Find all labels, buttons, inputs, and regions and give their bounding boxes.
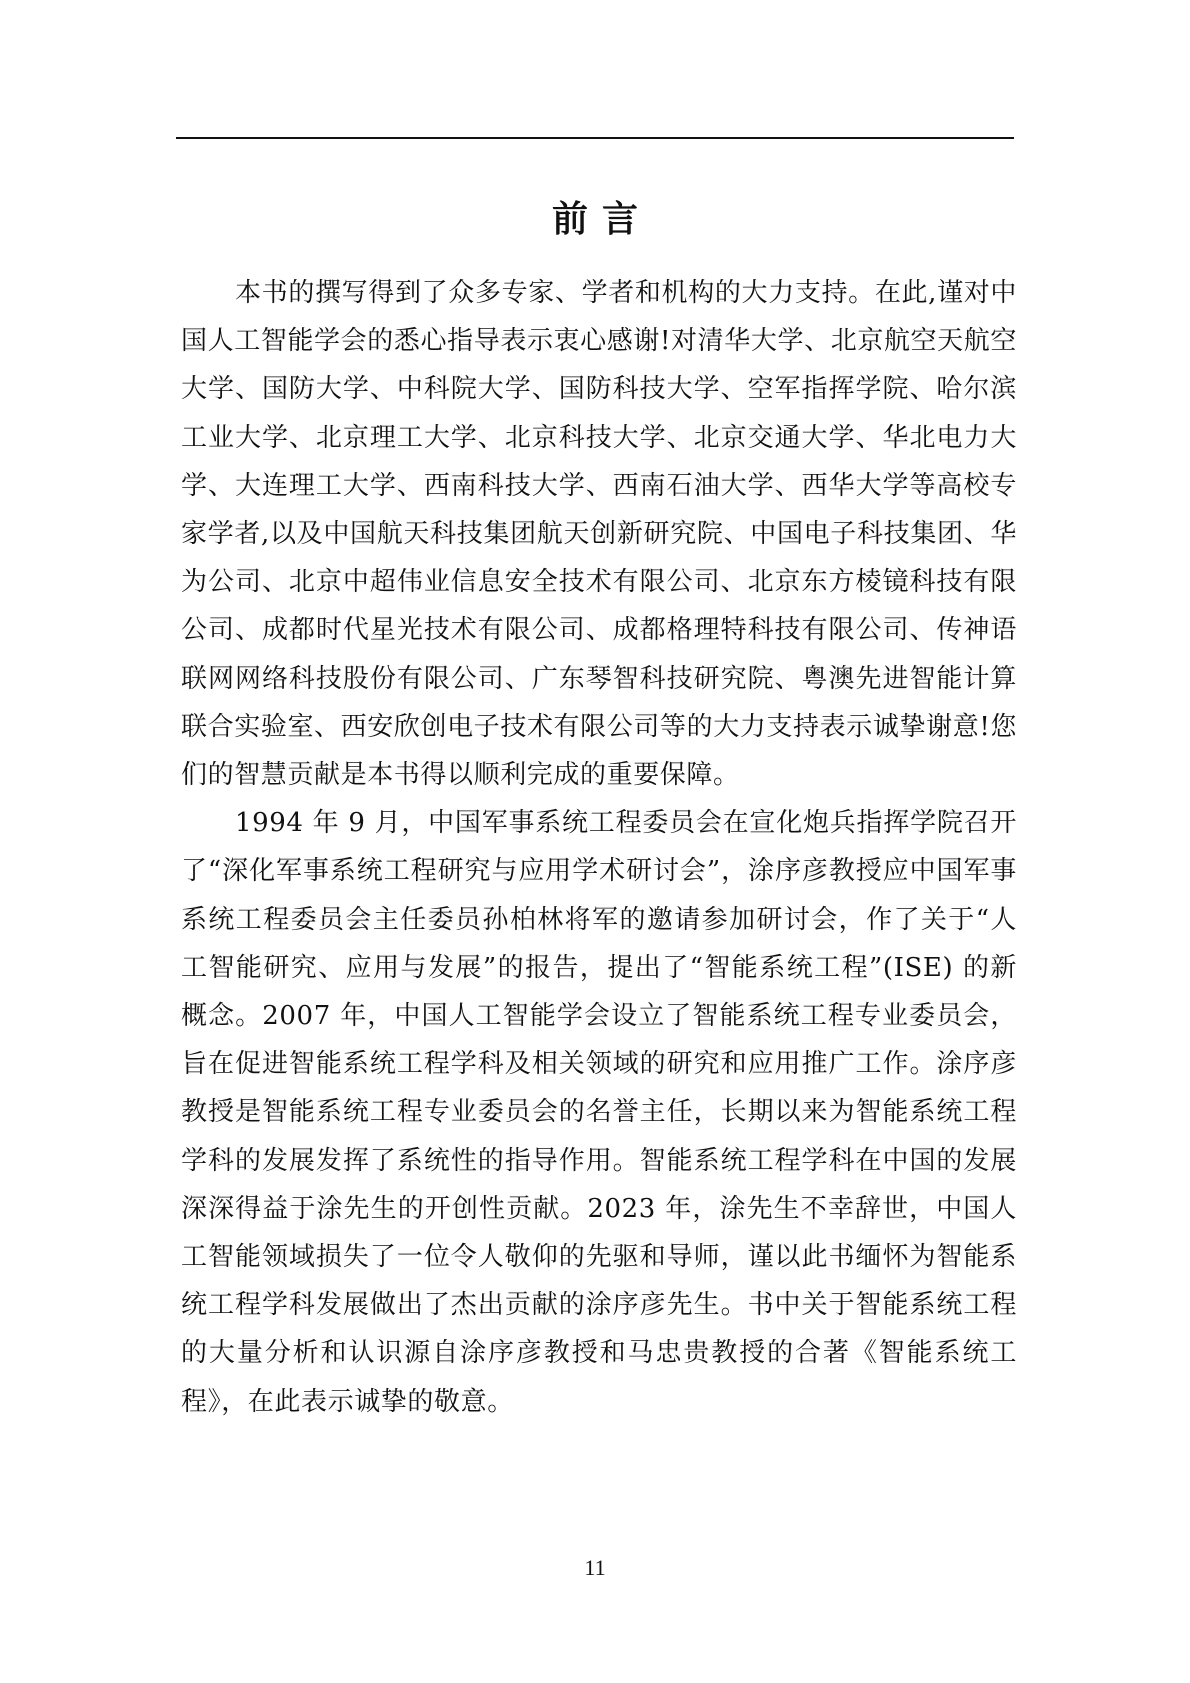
page-title: 前言: [551, 199, 652, 240]
body-text: [181, 269, 1017, 1426]
paragraph-acknowledgements: 本书的撰写得到了众多专家、学者和机构的大力支持。在此,谨对中国人工智能学会的悉心指导表示衷心感谢!对清华大学、北京航空天航空大学、国防大学、中科院大学、国防科技大学、空军指挥学院、哈尔滨工业大学、北京理工大学、北京科技大学、北京交通大学、华北电力大学、大连理工大学、西南科技大学、西南石油大学、西华大学等高校专家学者,以及中国航天科技集团航天创新研究院、中国电子科技集团、华为公司、北京中超伟业信息安全技术有限公司、北京东方棱镜科技有限公司、成都时代星光技术有限公司、成都格理特科技有限公司、传神语联网网络科技股份有限公司、广东琴智科技研究院、粤澳先进智能计算联合实验室、西安欣创电子技术有限公司等的大力支持表示诚挚谢意!您们的智慧贡献是本书得以顺利完成的重要保障。: [181, 278, 1017, 791]
paragraph-history: 1994 年 9 月，中国军事系统工程委员会在宣化炮兵指挥学院召开了“深化军事系统工程研究与应用学术研讨会”，涂序彦教授应中国军事系统工程委员会主任委员孙柏林将军的邀请参加研讨会，作了关于“人工智能研究、应用与发展”的报告，提出了“智能系统工程”(ISE) 的新概念。2007 年，中国人工智能学会设立了智能系统工程专业委员会，旨在促进智能系统工程学科及相关领域的研究和应用推广工作。涂序彦教授是智能系统工程专业委员会的名誉主任，长期以来为智能系统工程学科的发展发挥了系统性的指导作用。智能系统工程学科在中国的发展深深得益于涂先生的开创性贡献。2023 年，涂先生不幸辞世，中国人工智能领域损失了一位令人敬仰的先驱和导师，谨以此书缅怀为智能系统工程学科发展做出了杰出贡献的涂序彦先生。书中关于智能系统工程的大量分析和认识源自涂序彦教授和马忠贵教授的合著《智能系统工程》，在此表示诚挚的敬意。: [181, 808, 1017, 1417]
header-rule: [176, 137, 1014, 139]
page-number: 11: [584, 1555, 606, 1580]
